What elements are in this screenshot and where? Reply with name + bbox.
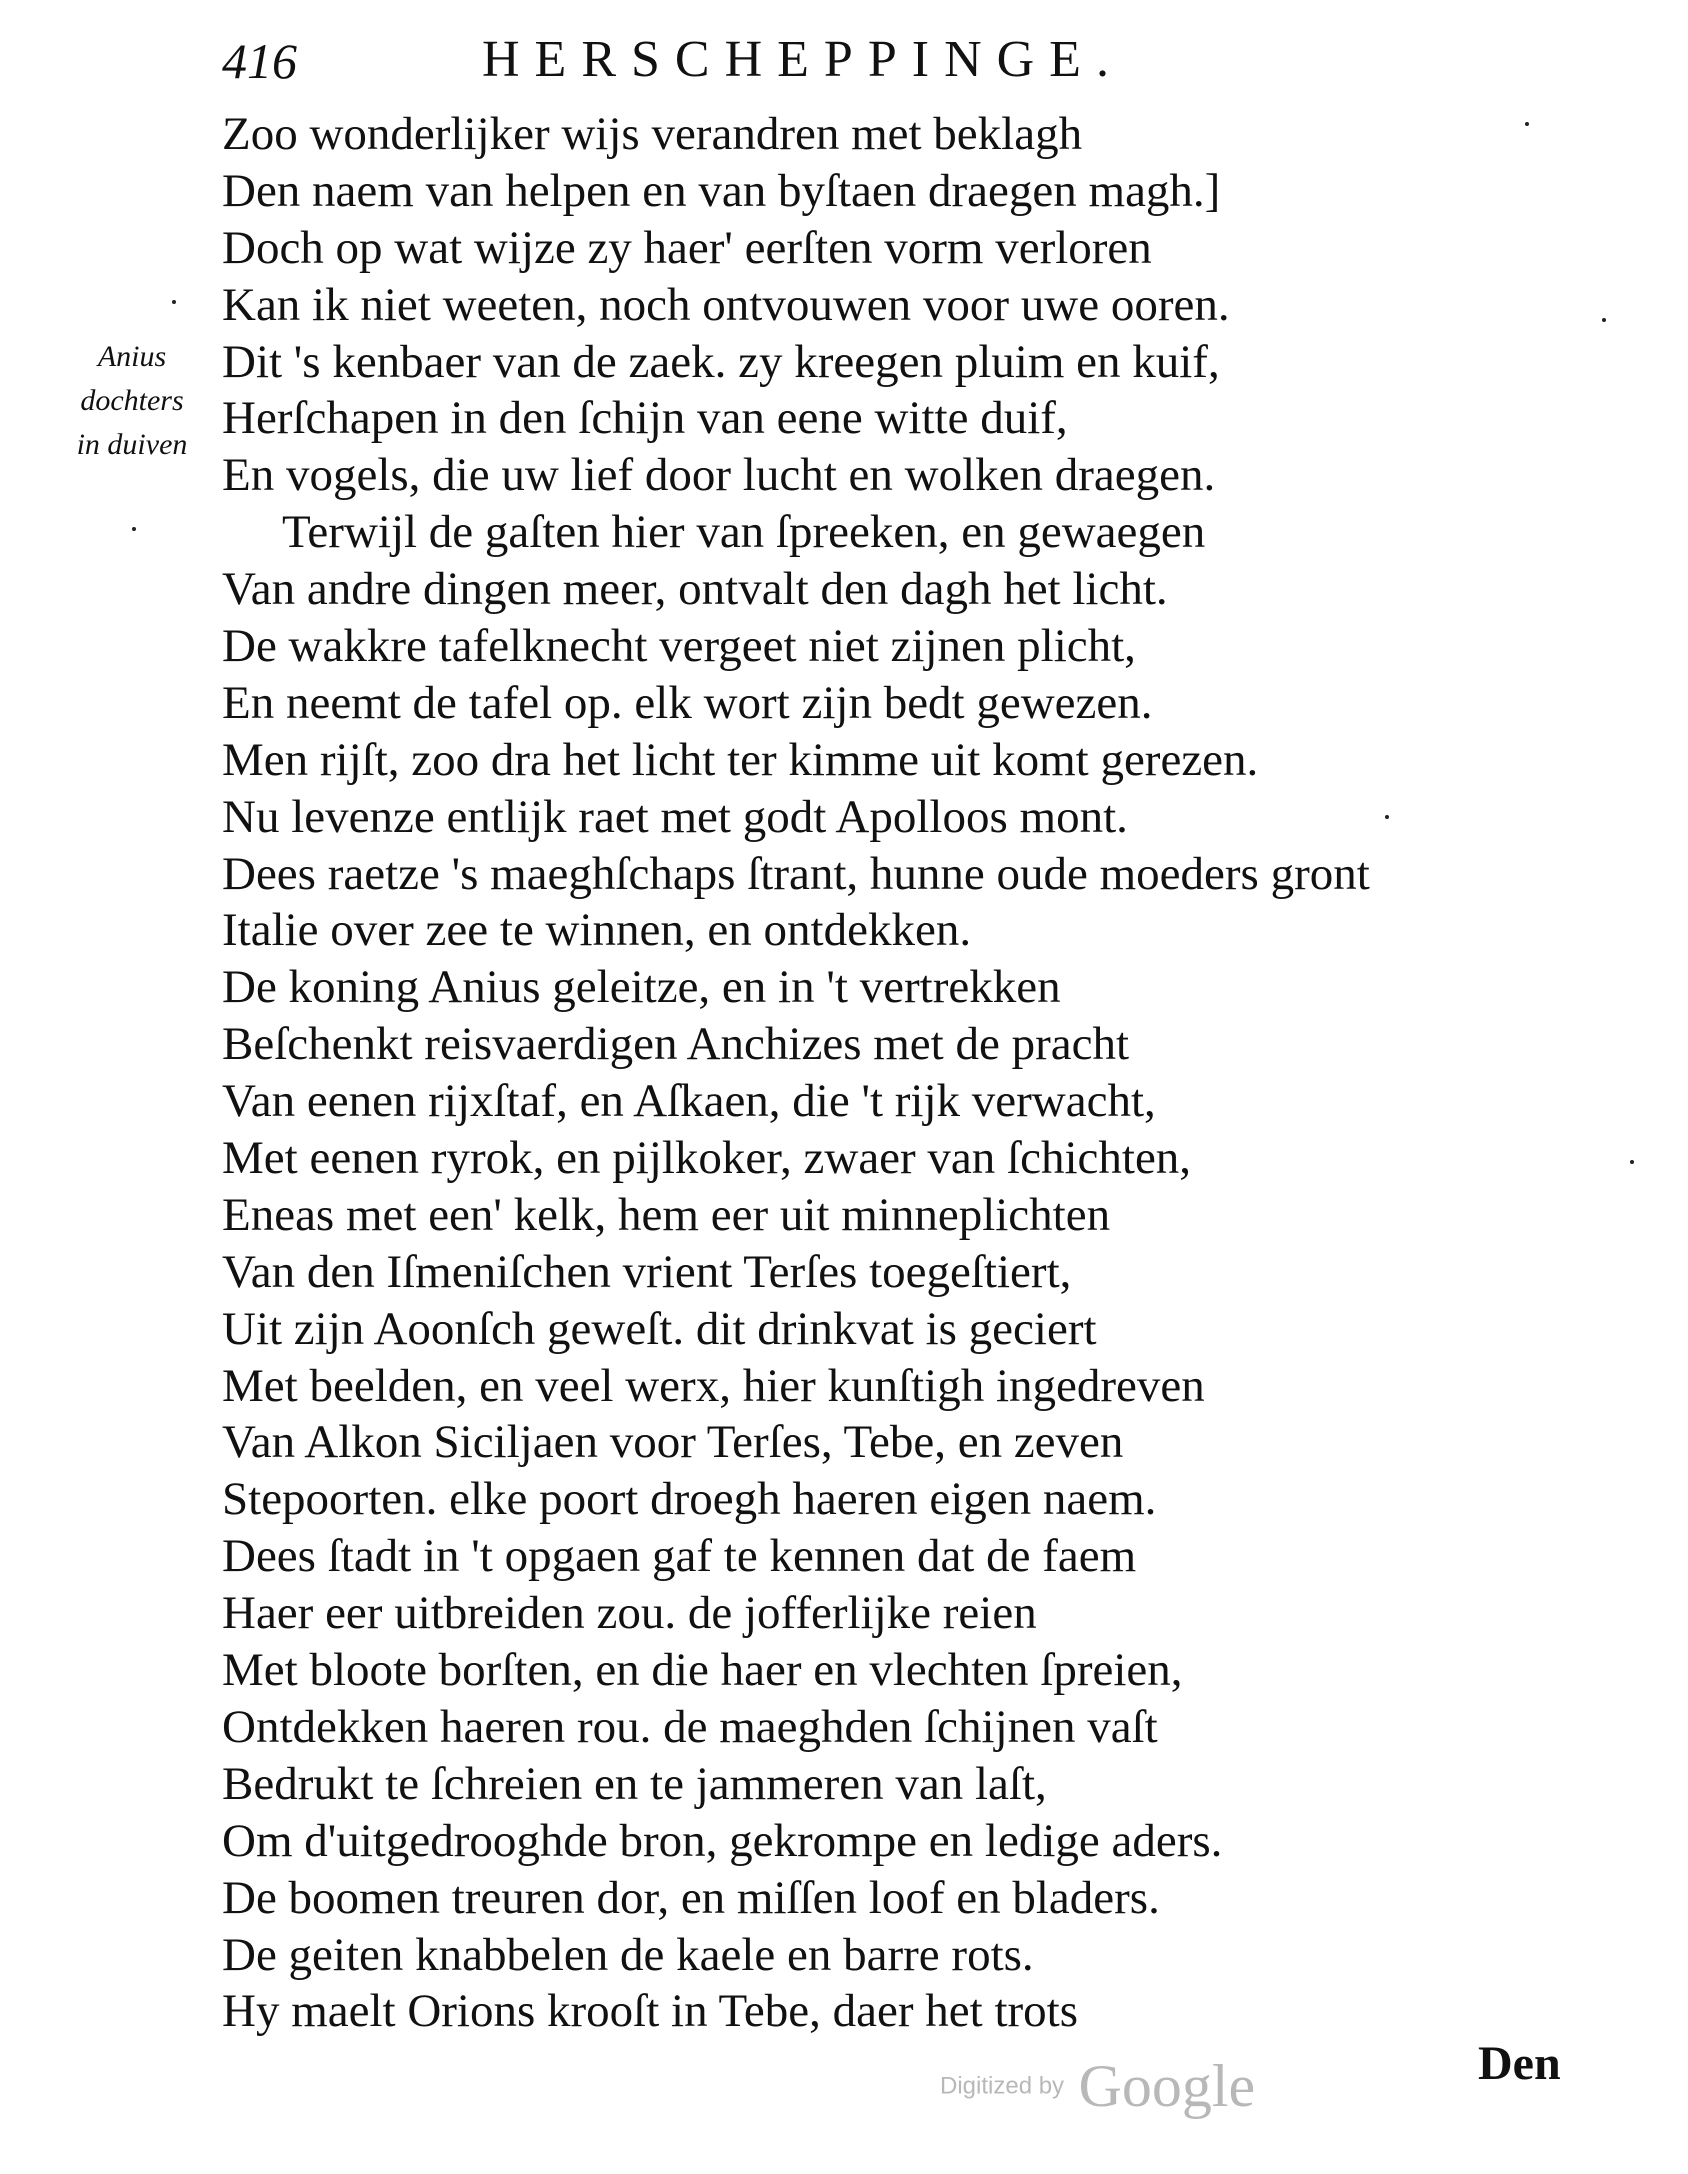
verse-line: Dees ſtadt in 't opgaen gaf te kennen dat de faem	[222, 1530, 1137, 1583]
verse-line: Om d'uitgedrooghde bron, gekrompe en ledige aders.	[222, 1814, 1223, 1867]
margin-note	[52, 335, 212, 467]
scan-speck	[1385, 815, 1389, 819]
verse-line: Men rijſt, zoo dra het licht ter kimme uit komt gerezen.	[222, 733, 1259, 786]
verse-line: De geiten knabbelen de kaele en barre rots.	[222, 1928, 1034, 1981]
verse-line: Terwijl de gaſten hier van ſpreeken, en gewaegen	[282, 506, 1206, 559]
running-head: HERSCHEPPINGE.	[482, 31, 1124, 88]
catchword: Den	[1478, 2037, 1561, 2090]
verse-line: Met bloote borſten, en die haer en vlechten ſpreien,	[222, 1644, 1183, 1697]
scan-speck	[1602, 318, 1606, 322]
watermark-prefix: Digitized by	[940, 2072, 1065, 2100]
verse-line: En neemt de tafel op. elk wort zijn bedt gewezen.	[222, 676, 1153, 729]
verse-text	[222, 106, 1662, 2040]
verse-line: Hy maelt Orions krooſt in Tebe, daer het trots	[222, 1985, 1079, 2038]
verse-line: Dees raetze 's maeghſchaps ſtrant, hunne oude moeders gront	[222, 847, 1370, 900]
scan-speck	[172, 300, 176, 304]
verse-line: Van andre dingen meer, ontvalt den dagh het licht.	[222, 563, 1168, 616]
verse-line: Van eenen rijxſtaf, en Aſkaen, die 't rijk verwacht,	[222, 1075, 1156, 1128]
verse-line: Herſchapen in den ſchijn van eene witte duif,	[222, 392, 1068, 445]
verse-line: Met beelden, en veel werx, hier kunſtigh ingedreven	[222, 1359, 1205, 1412]
scan-speck	[1525, 122, 1529, 126]
verse-line: De wakkre tafelknecht vergeet niet zijnen plicht,	[222, 620, 1136, 673]
scan-speck	[1630, 1160, 1634, 1164]
verse-line: Van Alkon Siciljaen voor Terſes, Tebe, en zeven	[222, 1416, 1124, 1469]
verse-line: Zoo wonderlijker wijs verandren met beklagh	[222, 108, 1083, 160]
watermark-brand: Google	[1078, 2053, 1256, 2119]
verse-line: Met eenen ryrok, en pijlkoker, zwaer van ſchichten,	[222, 1132, 1192, 1185]
verse-line: Nu levenze entlijk raet met godt Apolloos mont.	[222, 790, 1128, 843]
verse-line: Bedrukt te ſchreien en te jammeren van laſt,	[222, 1757, 1047, 1810]
verse-line: Kan ik niet weeten, noch ontvouwen voor uwe ooren.	[222, 278, 1230, 331]
verse-line: Stepoorten. elke poort droegh haeren eigen naem.	[222, 1473, 1157, 1526]
verse-line: Haer eer uitbreiden zou. de jofferlijke reien	[222, 1587, 1037, 1640]
margin-note-line: dochters	[80, 384, 184, 417]
margin-note-line: Anius	[97, 340, 167, 373]
verse-line: Beſchenkt reisvaerdigen Anchizes met de pracht	[222, 1018, 1129, 1071]
scan-speck	[132, 527, 136, 531]
verse-line: Dit 's kenbaer van de zaek. zy kreegen pluim en kuif,	[222, 335, 1220, 388]
verse-line: En vogels, die uw lief door lucht en wolken draegen.	[222, 449, 1216, 502]
verse-line: Van den Iſmeniſchen vrient Terſes toegeſtiert,	[222, 1245, 1072, 1298]
digitized-watermark	[940, 2052, 1255, 2121]
verse-line: De boomen treuren dor, en miſſen loof en bladers.	[222, 1871, 1160, 1924]
verse-line: Uit zijn Aoonſch geweſt. dit drinkvat is geciert	[222, 1302, 1097, 1355]
page-header	[222, 22, 1362, 102]
verse-line: Den naem van helpen en van byſtaen draegen magh.]	[222, 164, 1221, 217]
verse-line: Ontdekken haeren rou. de maeghden ſchijnen vaſt	[222, 1700, 1158, 1753]
verse-line: De koning Anius geleitze, en in 't vertrekken	[222, 961, 1061, 1014]
verse-line: Italie over zee te winnen, en ontdekken.	[222, 904, 972, 957]
page-number: 416	[222, 33, 297, 89]
verse-line: Doch op wat wijze zy haer' eerſten vorm verloren	[222, 221, 1152, 274]
margin-note-line: in duiven	[76, 428, 188, 461]
verse-line: Eneas met een' kelk, hem eer uit minneplichten	[222, 1188, 1111, 1241]
